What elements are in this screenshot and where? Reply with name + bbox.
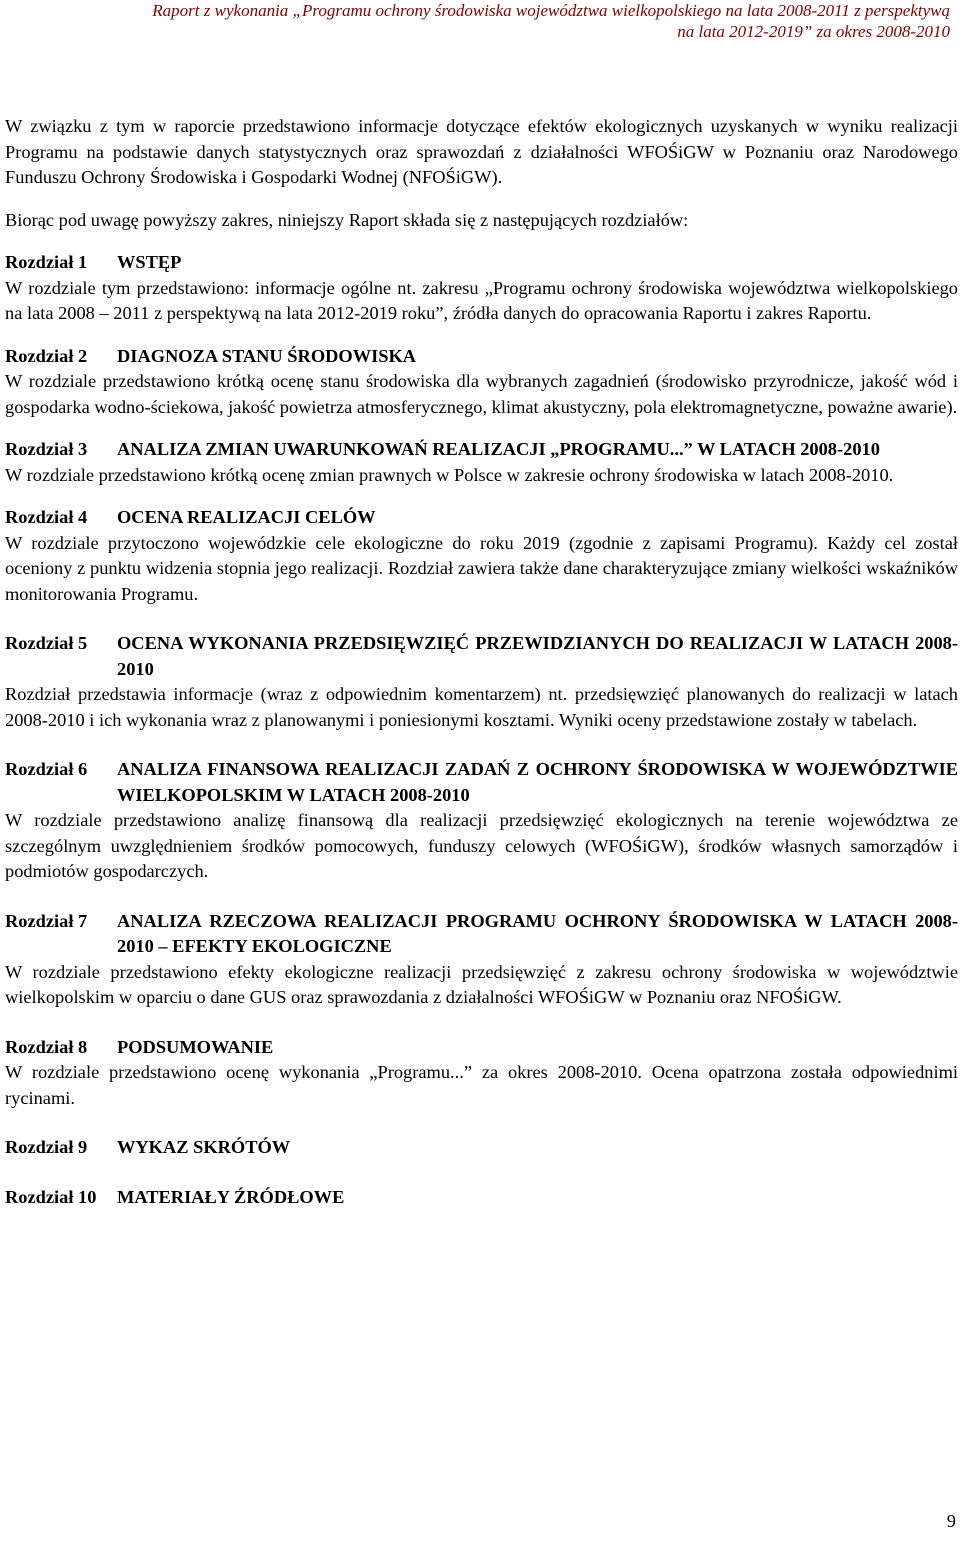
chapter-number: Rozdział 8	[5, 1036, 88, 1057]
chapter-2	[5, 344, 958, 421]
chapter-title: ANALIZA ZMIAN UWARUNKOWAŃ REALIZACJI „PROGRAMU...” W LATACH 2008-2010	[117, 439, 880, 459]
running-header-line-2: na lata 2012-2019” za okres 2008-2010	[677, 22, 950, 41]
chapter-1	[5, 250, 958, 327]
intro-paragraph-1: W związku z tym w raporcie przedstawiono informacje dotyczące efektów ekologicznych uzyskanych w wyniku realizacji Programu na podstawie danych statystycznych oraz sprawozdań z działalności WFOŚiGW w Poznaniu oraz Narodowego Funduszu Ochrony Środowiska i Gospodarki Wodnej (NFOŚiGW).	[5, 116, 958, 187]
chapter-heading	[5, 505, 958, 531]
chapter-description: W rozdziale przytoczono wojewódzkie cele ekologiczne do roku 2019 (zgodnie z zapisami Programu). Każdy cel został oceniony z punktu widzenia stopnia jego realizacji. Rozdział zawiera także dane charakteryzujące zmiany wielkości wskaźników monitorowania Programu.	[5, 532, 958, 604]
chapter-number: Rozdział 7	[5, 910, 88, 931]
chapter-number: Rozdział 3	[5, 439, 88, 459]
chapter-title: MATERIAŁY ŹRÓDŁOWE	[117, 1186, 345, 1207]
chapter-description: W rozdziale tym przedstawiono: informacje ogólne nt. zakresu „Programu ochrony środowiska województwa wielkopolskiego na lata 2008 – 2011 z perspektywą na lata 2012-2019 roku”, źródła danych do opracowania Raportu i zakres Raportu.	[5, 277, 958, 323]
chapter-title: PODSUMOWANIE	[117, 1036, 274, 1057]
chapter-heading	[5, 1185, 958, 1211]
chapter-number: Rozdział 2	[5, 345, 88, 366]
chapter-heading	[5, 250, 958, 276]
running-header	[10, 0, 950, 42]
chapter-number: Rozdział 6	[5, 759, 88, 779]
chapter-number: Rozdział 1	[5, 252, 88, 272]
chapter-title: OCENA WYKONANIA PRZEDSIĘWZIĘĆ PRZEWIDZIANYCH DO REALIZACJI W LATACH 2008-2010	[117, 633, 958, 679]
chapter-heading	[5, 437, 958, 463]
chapter-title: WSTĘP	[117, 252, 182, 272]
chapter-title: ANALIZA FINANSOWA REALIZACJI ZADAŃ Z OCHRONY ŚRODOWISKA W WOJEWÓDZTWIE WIELKOPOLSKIM W LATACH 2008-2010	[117, 759, 958, 805]
chapter-heading	[5, 344, 958, 370]
chapter-number: Rozdział 10	[5, 1186, 97, 1207]
chapter-heading	[5, 1035, 958, 1061]
chapter-title: WYKAZ SKRÓTÓW	[117, 1137, 291, 1157]
chapter-10	[5, 1185, 958, 1211]
chapter-description: Rozdział przedstawia informacje (wraz z odpowiednim komentarzem) nt. przedsięwzięć planowanych do realizacji w latach 2008-2010 i ich wykonania wraz z planowanymi i poniesionymi kosztami. Wyniki oceny przedstawione zostały w tabelach.	[5, 684, 958, 730]
running-header-line-1: Raport z wykonania „Programu ochrony środowiska województwa wielkopolskiego na lata 2008-2011 z perspektywą	[152, 1, 950, 20]
chapter-9	[5, 1135, 958, 1161]
chapter-title: DIAGNOZA STANU ŚRODOWISKA	[117, 345, 417, 366]
chapter-6	[5, 757, 958, 885]
chapter-description: W rozdziale przedstawiono krótką ocenę zmian prawnych w Polsce w zakresie ochrony środowiska w latach 2008-2010.	[5, 464, 894, 485]
document-body	[5, 114, 958, 1210]
chapter-number: Rozdział 5	[5, 633, 88, 653]
page-number: 9	[946, 1511, 956, 1531]
chapter-description: W rozdziale przedstawiono efekty ekologiczne realizacji przedsięwzięć z zakresu ochrony środowiska w województwie wielkopolskim w oparciu o dane GUS oraz sprawozdania z działalności WFOŚiGW w Poznaniu oraz NFOŚiGW.	[5, 961, 958, 1007]
chapter-description: W rozdziale przedstawiono analizę finansową dla realizacji przedsięwzięć ekologicznych na terenie województwa ze szczególnym uwzględnieniem środków pomocowych, funduszy celowych (WFOŚiGW), środków własnych samorządów i podmiotów gospodarczych.	[5, 810, 958, 881]
chapter-number: Rozdział 9	[5, 1137, 88, 1157]
intro-paragraph-2: Biorąc pod uwagę powyższy zakres, niniejszy Raport składa się z następujących rozdziałów:	[5, 209, 689, 230]
chapter-number: Rozdział 4	[5, 507, 88, 527]
chapter-5	[5, 631, 958, 733]
chapter-8	[5, 1035, 958, 1112]
chapter-7	[5, 909, 958, 1011]
chapter-description: W rozdziale przedstawiono ocenę wykonania „Programu...” za okres 2008-2010. Ocena opatrzona została odpowiednimi rycinami.	[5, 1062, 958, 1108]
chapter-heading	[5, 909, 958, 960]
chapter-heading	[5, 1135, 958, 1161]
chapter-title: ANALIZA RZECZOWA REALIZACJI PROGRAMU OCHRONY ŚRODOWISKA W LATACH 2008-2010 – EFEKTY EKOLOGICZNE	[117, 910, 958, 956]
chapter-heading	[5, 631, 958, 682]
chapter-4	[5, 505, 958, 607]
chapter-description: W rozdziale przedstawiono krótką ocenę stanu środowiska dla wybranych zagadnień (środowisko przyrodnicze, jakość wód i gospodarka wodno-ściekowa, jakość powietrza atmosferycznego, klimat akustyczny, pola elektromagnetyczne, poważne awarie).	[5, 371, 958, 417]
chapter-3	[5, 437, 958, 488]
chapter-title: OCENA REALIZACJI CELÓW	[117, 507, 376, 527]
chapter-heading	[5, 757, 958, 808]
